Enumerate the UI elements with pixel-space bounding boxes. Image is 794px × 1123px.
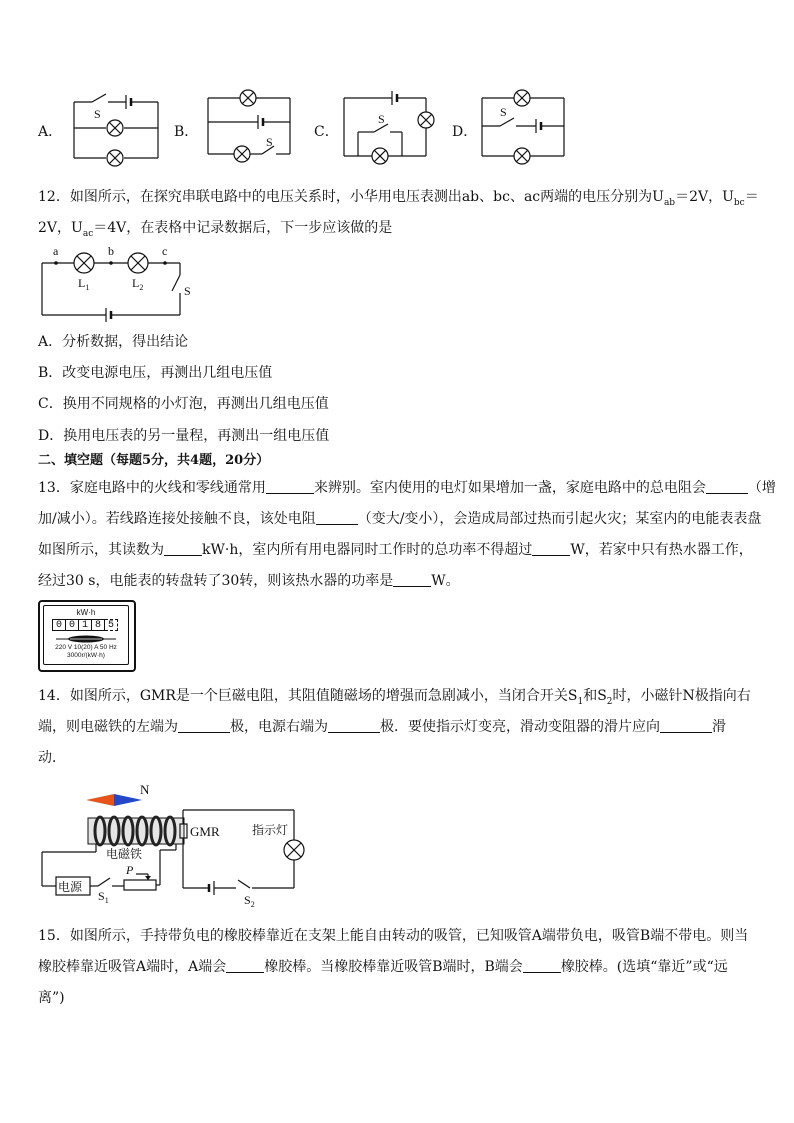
slider-p-label: P bbox=[126, 863, 134, 877]
meter-digit: 8 bbox=[92, 619, 105, 631]
svg-text:S2: $S_2$ bbox=[244, 893, 255, 908]
blank bbox=[226, 958, 264, 973]
meter-spec: 3000r/(kW·h) bbox=[67, 652, 105, 659]
option-b-label: B． bbox=[174, 124, 199, 140]
meter-unit: kW·h bbox=[76, 608, 96, 617]
electromagnet-label: 电磁铁 bbox=[106, 847, 143, 861]
svg-text:L2: $L_2$ bbox=[132, 276, 144, 292]
q12-choice-c: C．换用不同规格的小灯泡，再测出几组电压值 bbox=[38, 396, 329, 412]
lamp-l1-label: L bbox=[78, 276, 86, 290]
blank bbox=[660, 718, 712, 733]
q12-choice-b: B．改变电源电压，再测出几组电压值 bbox=[38, 365, 273, 381]
switch-s-label: S bbox=[184, 284, 191, 298]
blank bbox=[532, 541, 570, 556]
blank bbox=[393, 572, 431, 587]
q14-line2: 端，则电磁铁的左端为 极，电源右端为 极．要使指示灯变亮，滑动变阻器的滑片应向 滑 bbox=[38, 719, 726, 735]
blank bbox=[266, 479, 314, 494]
blank bbox=[523, 958, 561, 973]
q14-line3: 动． bbox=[38, 750, 66, 766]
q12-stem-line1: 12．如图所示，在探究串联电路中的电压关系时，小华用电压表测出ab、bc、ac两端的电压分别为$U_{ab}=2V$，$U_{bc}=$ bbox=[38, 189, 759, 208]
q12-choice-d: D．换用电压表的另一量程，再测出一组电压值 bbox=[38, 428, 330, 444]
blank bbox=[178, 718, 230, 733]
circuit-b-diagram bbox=[204, 88, 296, 170]
meter-digit: 1 bbox=[79, 619, 92, 631]
q13-line1: 13．家庭电路中的火线和零线通常用 来辨别。室内使用的电灯如果增加一盏，家庭电路中的总电阻会 （增 bbox=[38, 480, 776, 496]
meter-face bbox=[43, 605, 129, 665]
q12-series-circuit bbox=[36, 243, 196, 325]
circuit-d-diagram bbox=[478, 86, 570, 168]
compass-needle-north bbox=[114, 794, 142, 806]
meter-digits bbox=[52, 619, 118, 631]
q15-line2: 橡胶棒靠近吸管A端时，A端会 橡胶棒。当橡胶棒靠近吸管B端时，B端会 橡胶棒。(选填“靠近”或“远 bbox=[38, 959, 728, 975]
svg-text:S1: $S_1$ bbox=[98, 889, 109, 905]
gmr-label: GMR bbox=[190, 824, 220, 839]
option-c-label: C． bbox=[314, 124, 339, 140]
meter-digit-decimal: 5 bbox=[105, 619, 118, 631]
option-a-label: A． bbox=[38, 124, 63, 140]
q15-line3: 离”) bbox=[38, 990, 65, 1006]
switch-label: S bbox=[500, 105, 507, 119]
circuit-c-diagram bbox=[338, 88, 442, 168]
point-b-label: b bbox=[108, 244, 114, 258]
blank bbox=[164, 541, 202, 556]
switch-label: S bbox=[94, 107, 101, 121]
switch-s1-label: S bbox=[98, 889, 105, 903]
switch-label: S bbox=[266, 135, 273, 149]
meter-disc-icon bbox=[54, 634, 118, 644]
point-c-label: c bbox=[162, 244, 168, 258]
q13-line2: 加/减小）。若线路连接处接触不良，该处电阻 （变大/变小），会造成局部过热而引起火灾；某室内的电能表表盘 bbox=[38, 511, 762, 527]
compass-n-label: N bbox=[140, 782, 150, 797]
q12-choice-a: A．分析数据，得出结论 bbox=[38, 334, 189, 350]
meter-digit: 0 bbox=[52, 619, 66, 631]
q12-stem-line2: 2V，$U_{ac}=4V$，在表格中记录数据后，下一步应该做的是 bbox=[38, 220, 393, 239]
power-source-label: 电源 bbox=[58, 880, 83, 894]
indicator-lamp-label: 指示灯 bbox=[252, 823, 289, 837]
q14-electromagnet-circuit bbox=[36, 780, 308, 908]
svg-text:L1: $L_1$ bbox=[78, 276, 90, 292]
meter-spec: 220 V 10(20) A 50 Hz bbox=[55, 644, 117, 651]
blank bbox=[328, 718, 380, 733]
blank bbox=[706, 479, 748, 494]
electric-meter bbox=[38, 600, 136, 672]
blank bbox=[316, 510, 358, 525]
q13-line3: 如图所示，其读数为 kW·h，室内所有用电器同时工作时的总功率不得超过 W，若家中只有热水器工作， bbox=[38, 542, 753, 558]
point-a-label: a bbox=[53, 244, 59, 258]
switch-label: S bbox=[378, 112, 385, 126]
lamp-l2-label: L bbox=[132, 276, 140, 290]
compass-needle-south bbox=[86, 794, 114, 806]
circuit-a-diagram bbox=[68, 86, 164, 168]
q14-line1: 14．如图所示，GMR是一个巨磁电阻，其阻值随磁场的增强而急剧减小，当闭合开关$S_1$和$S_2$时，小磁针N极指向右 bbox=[38, 688, 751, 707]
meter-digit: 0 bbox=[66, 619, 79, 631]
section-heading: 二、填空题（每题5分，共4题，20分） bbox=[38, 453, 270, 468]
q13-line4: 经过30 s，电能表的转盘转了30转，则该热水器的功率是 W。 bbox=[38, 573, 460, 589]
switch-s2-label: S bbox=[244, 893, 251, 907]
q15-line1: 15．如图所示，手持带负电的橡胶棒靠近在支架上能自由转动的吸管，已知吸管A端带负电，吸管B端不带电。则当 bbox=[38, 928, 749, 944]
option-d-label: D． bbox=[452, 124, 478, 140]
